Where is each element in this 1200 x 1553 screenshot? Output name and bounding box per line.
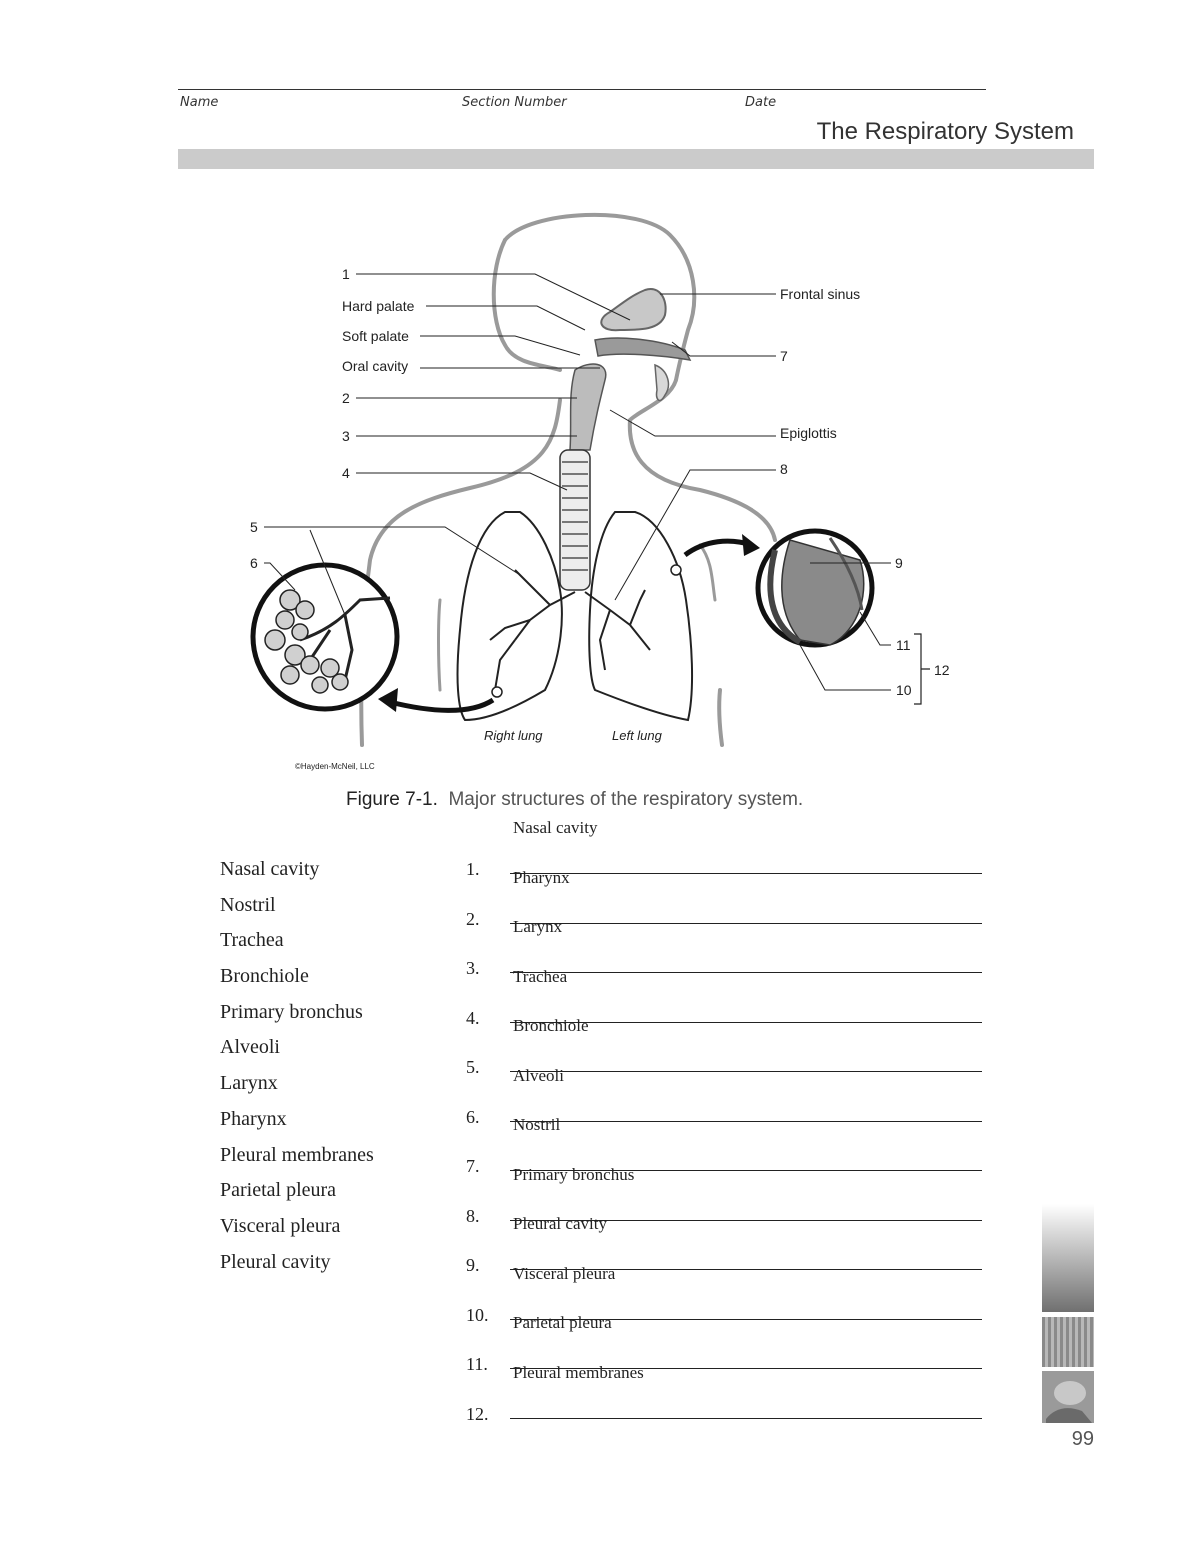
label-oral-cavity: Oral cavity (342, 358, 409, 374)
answer-number: 8. (466, 1206, 480, 1226)
label-left-lung: Left lung (612, 728, 662, 743)
label-3: 3 (342, 428, 350, 444)
name-label: Name (180, 95, 219, 110)
word-bank-item: Parietal pleura (220, 1179, 337, 1202)
label-frontal-sinus: Frontal sinus (780, 286, 861, 302)
answer-line (510, 1071, 982, 1072)
arrow-head-right (742, 534, 760, 556)
label-4: 4 (342, 465, 350, 481)
pleura-inset (758, 531, 872, 645)
label-epiglottis: Epiglottis (780, 425, 837, 441)
answer-number: 7. (466, 1156, 480, 1176)
answer-number: 5. (466, 1057, 480, 1077)
answer-number: 2. (466, 909, 480, 929)
word-bank-item: Nasal cavity (220, 858, 320, 880)
word-bank-item: Bronchiole (220, 965, 309, 988)
answer-text[interactable]: Nasal cavity (513, 818, 598, 837)
answer-number: 6. (466, 1107, 480, 1127)
label-12: 12 (934, 662, 950, 678)
answer-text[interactable]: Pleural membranes (513, 1363, 644, 1382)
answer-number: 3. (466, 958, 480, 978)
word-bank-item: Primary bronchus (220, 1000, 363, 1023)
answer-text[interactable]: Larynx (513, 917, 563, 936)
date-label: Date (745, 95, 777, 110)
side-tab-image (1042, 1371, 1094, 1423)
figure-caption (346, 789, 803, 811)
answer-line (510, 1418, 982, 1419)
label-hard-palate: Hard palate (342, 298, 415, 314)
label-10: 10 (896, 682, 912, 698)
label-5: 5 (250, 519, 258, 535)
word-bank-item: Alveoli (220, 1036, 280, 1059)
answer-number: 11. (466, 1354, 488, 1374)
alveoli-inset (253, 565, 397, 709)
pleura-callout-dot (671, 565, 681, 575)
answer-number: 9. (466, 1255, 480, 1275)
copyright-notice: ©Hayden-McNeil, LLC (295, 762, 375, 771)
hand-image-icon (1042, 1371, 1094, 1423)
label-11: 11 (896, 637, 911, 653)
answer-number: 1. (466, 859, 480, 879)
answer-text[interactable]: Trachea (513, 967, 568, 986)
label-9: 9 (895, 555, 903, 571)
word-bank-item: Nostril (220, 893, 276, 916)
side-tab-gradient (1042, 1204, 1094, 1312)
caption-text: Major structures of the respiratory system. (448, 789, 804, 810)
word-bank-item: Pleural cavity (220, 1250, 331, 1273)
page-number: 99 (1071, 1428, 1094, 1450)
answer-line (510, 873, 982, 874)
answer-text[interactable]: Bronchiole (513, 1016, 589, 1035)
answer-line (510, 1121, 982, 1122)
label-right-lung: Right lung (484, 728, 543, 743)
label-6: 6 (250, 555, 258, 571)
answer-text[interactable]: Nostril (513, 1115, 561, 1134)
answer-number: 10. (466, 1305, 489, 1325)
arrow-head-left (378, 688, 398, 712)
answer-line (510, 923, 982, 924)
answer-text[interactable]: Pharynx (513, 868, 570, 887)
alveoli-callout-dot (492, 687, 502, 697)
answer-text[interactable]: Parietal pleura (513, 1313, 612, 1332)
answer-text[interactable]: Visceral pleura (513, 1264, 616, 1283)
label-soft-palate: Soft palate (342, 328, 409, 344)
answer-number: 12. (466, 1404, 489, 1424)
word-bank-item: Pleural membranes (220, 1143, 374, 1166)
bracket-12 (914, 634, 930, 704)
answer-text[interactable]: Pleural cavity (513, 1214, 607, 1233)
word-bank-item: Larynx (220, 1072, 278, 1095)
answer-line (510, 972, 982, 973)
word-bank-item: Pharynx (220, 1107, 287, 1130)
word-bank-item: Trachea (220, 929, 284, 952)
label-2: 2 (342, 390, 350, 406)
upper-airway (560, 289, 690, 590)
answer-text[interactable]: Primary bronchus (513, 1165, 635, 1184)
answer-text[interactable]: Alveoli (513, 1066, 564, 1085)
word-bank-item: Visceral pleura (220, 1214, 341, 1237)
caption-prefix: Figure 7-1. (346, 789, 438, 810)
answer-number: 4. (466, 1008, 480, 1028)
word-bank (220, 855, 374, 1283)
page-title: The Respiratory System (816, 118, 1074, 145)
label-8: 8 (780, 461, 788, 477)
side-tab-image (1042, 1317, 1094, 1367)
label-1: 1 (342, 266, 350, 282)
section-number-label: Section Number (462, 95, 567, 110)
label-7: 7 (780, 348, 788, 364)
